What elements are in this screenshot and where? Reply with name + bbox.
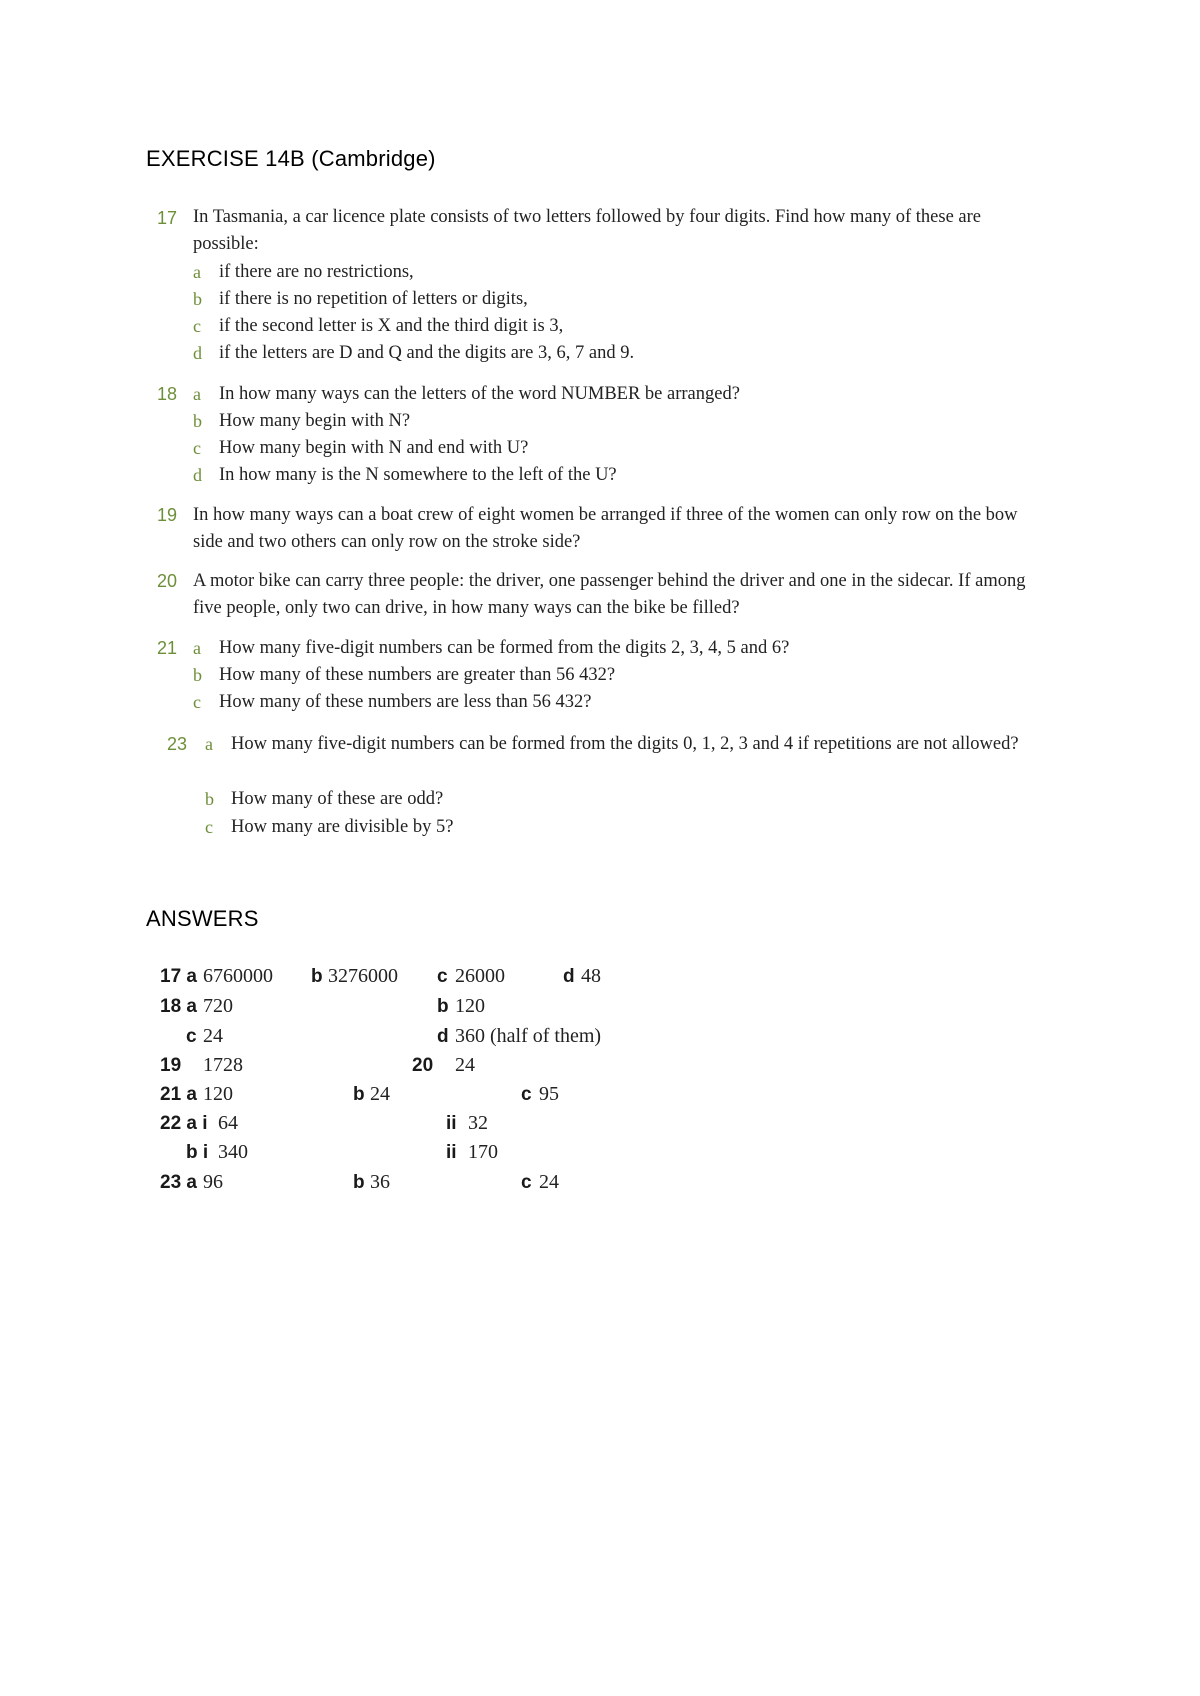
answer-value: 48 xyxy=(581,965,601,987)
answer-value: 95 xyxy=(539,1083,559,1105)
part-label: b xyxy=(193,289,202,309)
part-label: a xyxy=(193,262,201,282)
part-text: How many five-digit numbers can be formed from the digits 2, 3, 4, 5 and 6? xyxy=(219,638,790,658)
answer-label: 20 xyxy=(412,1055,434,1076)
part-text: if the second letter is X and the third digit is 3, xyxy=(219,316,564,336)
part-text: How many begin with N and end with U? xyxy=(219,438,529,458)
answer-value: 120 xyxy=(203,1083,233,1105)
part-label: a xyxy=(205,734,213,754)
answer-label: b xyxy=(437,996,449,1017)
answer-label: b i xyxy=(186,1142,209,1163)
part-text: How many of these numbers are greater than 56 432? xyxy=(219,665,616,685)
answer-value: 340 xyxy=(218,1141,248,1163)
question-stem: In how many ways can a boat crew of eight women be arranged if three of the women can only row on the bow side and two others can only row on the stroke side? xyxy=(193,505,1018,552)
question-number: 20 xyxy=(157,571,178,591)
answer-value: 24 xyxy=(370,1083,390,1105)
answer-value: 1728 xyxy=(203,1054,243,1076)
question-stem: In Tasmania, a car licence plate consists of two letters followed by four digits. Find how many of these are possible: xyxy=(193,207,981,254)
answer-label: b xyxy=(311,966,323,987)
answer-value: 360 (half of them) xyxy=(455,1025,602,1047)
part-label: a xyxy=(193,384,201,404)
part-label: b xyxy=(193,665,202,685)
answer-label: 22 a i xyxy=(160,1113,208,1134)
answer-value: 720 xyxy=(203,995,233,1017)
answer-value: 120 xyxy=(455,995,485,1017)
answer-label: b xyxy=(353,1084,365,1105)
question-number: 19 xyxy=(157,505,178,525)
part-label: a xyxy=(193,638,201,658)
exercise-title: EXERCISE 14B (Cambridge) xyxy=(146,146,436,171)
part-text: if there are no restrictions, xyxy=(219,262,414,282)
answer-label: d xyxy=(563,966,575,987)
answer-value: 24 xyxy=(455,1054,475,1076)
answer-label: 18 a xyxy=(160,996,197,1017)
answer-value: 6760000 xyxy=(203,965,273,987)
answer-label: 17 a xyxy=(160,966,197,987)
part-text: In how many is the N somewhere to the left of the U? xyxy=(219,465,617,485)
answer-value: 24 xyxy=(203,1025,223,1047)
answer-value: 3276000 xyxy=(328,965,398,987)
part-label: c xyxy=(193,316,201,336)
answer-label: ii xyxy=(446,1142,457,1163)
answer-label: 21 a xyxy=(160,1084,197,1105)
part-text: How many are divisible by 5? xyxy=(231,817,454,837)
question-stem: A motor bike can carry three people: the driver, one passenger behind the driver and one in the sidecar. If among five people, only two can drive, in how many ways can the bike be filled? xyxy=(193,571,1026,618)
answer-label: c xyxy=(186,1026,197,1047)
answer-value: 170 xyxy=(468,1141,498,1163)
answer-label: ii xyxy=(446,1113,457,1134)
answer-value: 36 xyxy=(370,1171,390,1193)
question-number: 18 xyxy=(157,384,178,404)
part-text: In how many ways can the letters of the word NUMBER be arranged? xyxy=(219,384,740,404)
answer-value: 26000 xyxy=(455,965,505,987)
answer-value: 96 xyxy=(203,1171,223,1193)
answer-label: 19 xyxy=(160,1055,182,1076)
part-label: d xyxy=(193,343,202,363)
part-text: How many five-digit numbers can be formed from the digits 0, 1, 2, 3 and 4 if repetitions are not allowed? xyxy=(231,734,1019,754)
answer-value: 32 xyxy=(468,1112,488,1134)
answer-label: c xyxy=(437,966,448,987)
part-label: c xyxy=(205,817,213,837)
part-text: How many of these are odd? xyxy=(231,789,444,809)
part-label: c xyxy=(193,692,201,712)
part-label: b xyxy=(193,411,202,431)
question-number: 23 xyxy=(167,734,188,754)
question-number: 17 xyxy=(157,208,178,228)
part-label: b xyxy=(205,789,214,809)
part-label: c xyxy=(193,438,201,458)
answer-value: 64 xyxy=(218,1112,238,1134)
answer-label: d xyxy=(437,1026,449,1047)
answer-label: c xyxy=(521,1172,532,1193)
part-text: if the letters are D and Q and the digits are 3, 6, 7 and 9. xyxy=(219,343,635,363)
part-text: How many of these numbers are less than 56 432? xyxy=(219,692,592,712)
answer-label: 23 a xyxy=(160,1172,197,1193)
answer-value: 24 xyxy=(539,1171,559,1193)
answer-label: b xyxy=(353,1172,365,1193)
part-text: if there is no repetition of letters or digits, xyxy=(219,289,528,309)
answer-label: c xyxy=(521,1084,532,1105)
part-label: d xyxy=(193,465,202,485)
question-number: 21 xyxy=(157,638,178,658)
part-text: How many begin with N? xyxy=(219,411,411,431)
answers-title: ANSWERS xyxy=(146,906,259,931)
